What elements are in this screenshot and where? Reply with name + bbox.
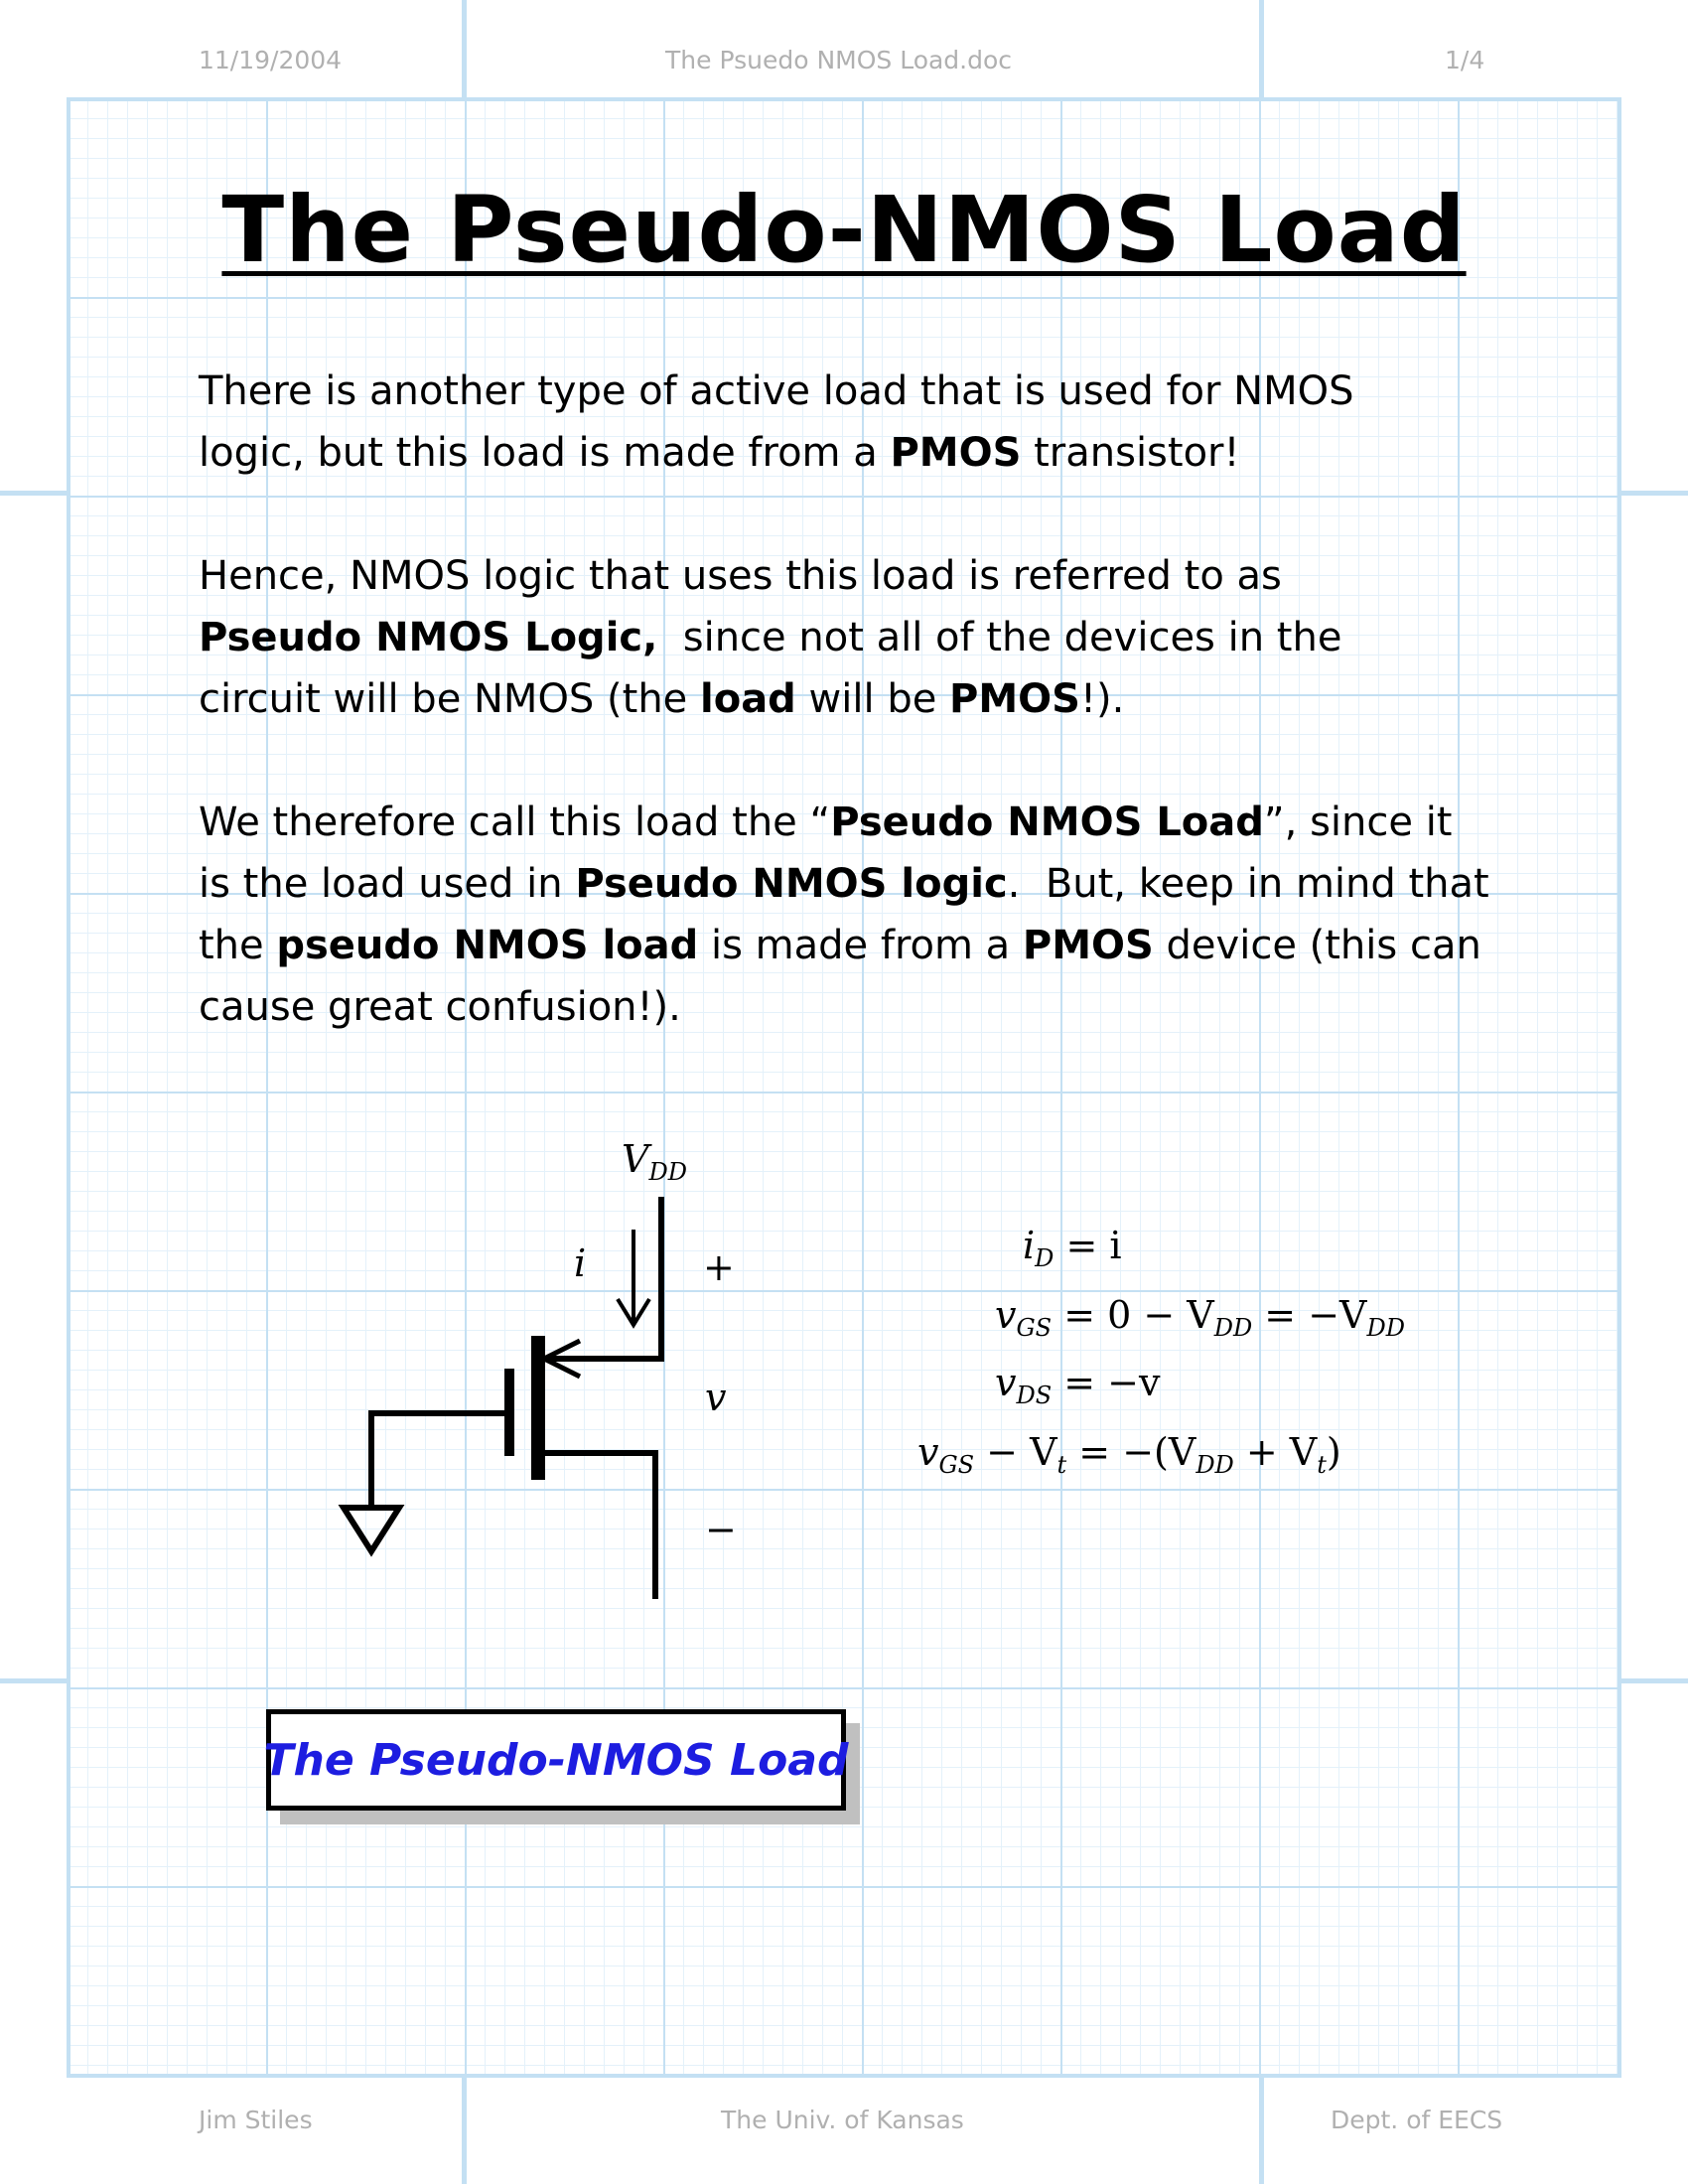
supply-label: $V_{DD}$ [622, 1137, 687, 1186]
footer-university: The Univ. of Kansas [721, 2106, 964, 2134]
paragraph-line: is the load used in Pseudo NMOS logic. But, keep in mind that [199, 861, 1489, 907]
paragraph-line: We therefore call this load the “Pseudo NMOS Load”, since it [199, 800, 1453, 845]
figure-caption: The Pseudo-NMOS Load [266, 1709, 846, 1811]
voltage-label: v [705, 1376, 727, 1419]
paragraph-line: logic, but this load is made from a PMOS transistor! [199, 430, 1240, 476]
header-page-number: 1/4 [1445, 46, 1485, 74]
paragraph-line: circuit will be NMOS (the load will be PMOS!). [199, 676, 1125, 722]
header-date: 11/19/2004 [199, 46, 343, 74]
minus-label: − [705, 1508, 737, 1551]
equation-id: $i_D = i$ [1023, 1224, 1122, 1272]
header-filename: The Psuedo NMOS Load.doc [665, 46, 1013, 74]
paragraph-line: There is another type of active load that is used for NMOS [199, 368, 1354, 414]
paragraph-line: Pseudo NMOS Logic, since not all of the devices in the [199, 615, 1342, 660]
page-title: The Pseudo-NMOS Load [221, 177, 1467, 283]
equation-vgs: $v_{GS} = 0 - V_{DD} = -V_{DD}$ [995, 1293, 1405, 1342]
ground-icon [344, 1508, 399, 1551]
footer-author: Jim Stiles [199, 2106, 313, 2134]
paragraph-line: cause great confusion!). [199, 984, 681, 1030]
equation-overdrive: $v_{GS} - V_t = -(V_{DD} + V_t)$ [917, 1430, 1341, 1479]
plus-label: + [703, 1245, 735, 1289]
paragraph-line: Hence, NMOS logic that uses this load is referred to as [199, 553, 1282, 599]
equation-vds: $v_{DS} = -v$ [995, 1361, 1161, 1409]
footer-department: Dept. of EECS [1331, 2106, 1503, 2134]
current-label: i [574, 1241, 587, 1285]
paragraph-line: the pseudo NMOS load is made from a PMOS device (this can [199, 923, 1481, 968]
